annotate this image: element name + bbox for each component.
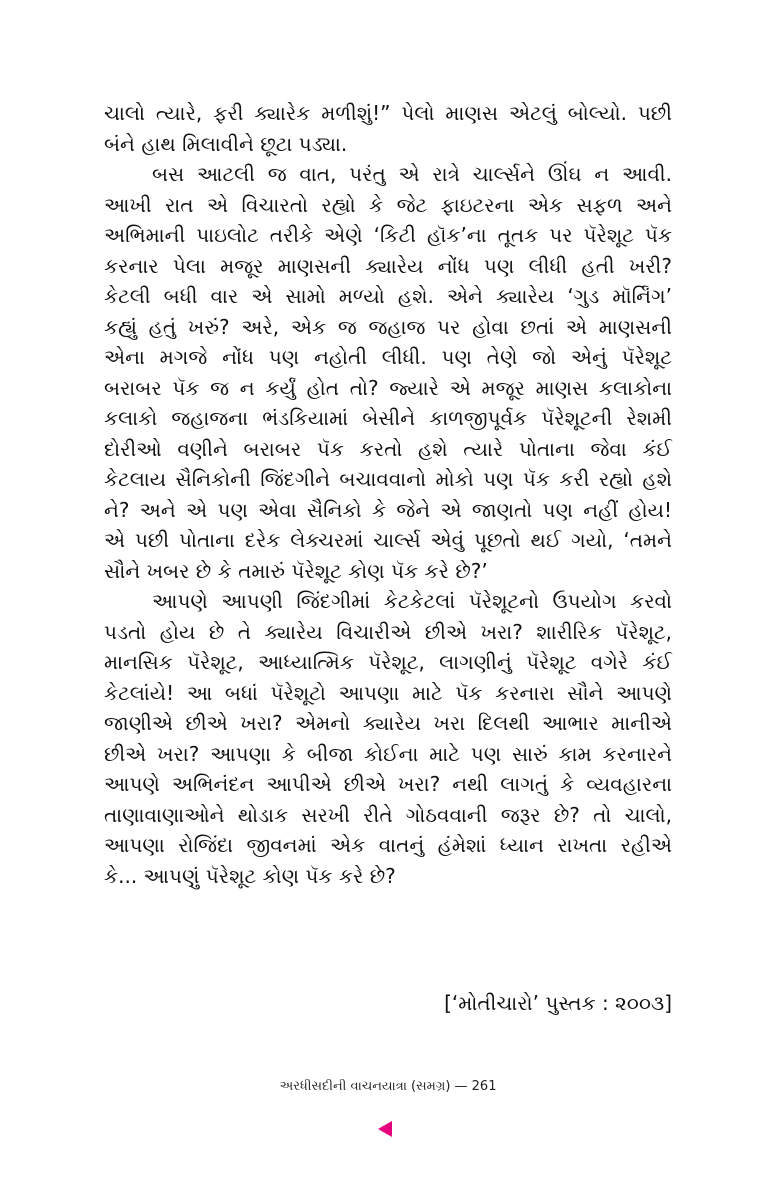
text-line: અભિમાની પાઇલોટ તરીકે એણે ‘કિટી હૉક’ના તૂતક પર પૅરેશૂટ પૅક	[104, 223, 672, 247]
text-line: કહ્યું હતું ખરું? અરે, એક જ જહાજ પર હોવા છતાં એ માણસની	[104, 314, 672, 339]
text-line: કરનાર પેલા મજૂર માણસની ક્યારેય નોંધ પણ લીધી હતી ખરી?	[104, 253, 672, 278]
text-line: કેટલાય સૈનિકોની જિંદગીને બચાવવાનો મોકો પણ પૅક કરી રહ્યો હશે	[104, 467, 672, 491]
text-line: તાણાવાણાઓને થોડાક સરખી રીતે ગોઠવવાની જરૂર છે? તો ચાલો,	[104, 802, 672, 827]
text-line: આખી રાત એ વિચારતો રહ્યો કે જેટ ફાઇટરના એક સફળ અને	[104, 192, 672, 217]
page-footer: અરધીસદીની વાચનયાત્રા (સમગ્ર) — 261	[279, 1079, 497, 1094]
text-line: આપણે અભિનંદન આપીએ છીએ ખરા? નથી લાગતું કે વ્યવહારના	[104, 772, 672, 796]
text-line: ચાલો ત્યારે, ફરી ક્યારેક મળીશું!” પેલો માણસ એટલું બોલ્યો. પછી	[104, 101, 672, 125]
paragraph	[104, 586, 672, 891]
text-line: દોરીઓ વણીને બરાબર પૅક કરતો હશે ત્યારે પોતાના જેવા કંઈ	[104, 436, 672, 461]
text-line: બસ આટલી જ વાત, પરંતુ એ રાત્રે ચાર્લ્સને ઊંઘ ન આવી.	[152, 162, 672, 186]
text-line: કલાકો જહાજના ભંડકિયામાં બેસીને કાળજીપૂર્વક પૅરેશૂટની રેશમી	[104, 406, 672, 430]
text-line: બરાબર પૅક જ ન કર્યું હોત તો? જ્યારે એ મજૂર માણસ કલાકોના	[104, 375, 672, 400]
text-line: આપણે આપણી જિંદગીમાં કેટકેટલાં પૅરેશૂટનો ઉપયોગ કરવો	[152, 589, 672, 613]
source-citation: [‘મોતીચારો’ પુસ્તક : ૨૦૦૩]	[444, 991, 672, 1015]
text-line: ને? અને એ પણ એવા સૈનિકો કે જેને એ જાણતો પણ નહીં હોય!	[104, 497, 672, 522]
text-line: છીએ ખરા? આપણા કે બીજા કોઈના માટે પણ સારું કામ કરનારને	[104, 741, 672, 766]
previous-page-icon[interactable]	[378, 1121, 392, 1137]
text-line: કેટલી બધી વાર એ સામો મળ્યો હશે. એને ક્યારેય ‘ગુડ મૉર્નિંગ’	[104, 284, 672, 308]
text-line: સૌને ખબર છે કે તમારું પૅરેશૂટ કોણ પૅક કરે છે?’	[104, 558, 488, 583]
text-line: એ પછી પોતાના દરેક લેક્ચરમાં ચાર્લ્સ એવું પૂછતો થઈ ગયો, ‘તમને	[104, 528, 672, 552]
text-line: જાણીએ છીએ ખરા? એમનો ક્યારેય ખરા દિલથી આભાર માનીએ	[104, 711, 672, 735]
text-line: એના મગજે નોંધ પણ નહોતી લીધી. પણ તેણે જો એનું પૅરેશૂટ	[104, 345, 672, 369]
text-line: કેટલાંયે! આ બધાં પૅરેશૂટો આપણા માટે પૅક કરનારા સૌને આપણે	[104, 680, 672, 705]
paragraph	[104, 98, 672, 159]
text-line: આપણા રોજિંદા જીવનમાં એક વાતનું હંમેશાં ધ્યાન રાખતા રહીએ	[104, 833, 672, 857]
text-line: પડતો હોય છે તે ક્યારેય વિચારીએ છીએ ખરા? શારીરિક પૅરેશૂટ,	[104, 619, 672, 644]
text-line: માનસિક પૅરેશૂટ, આધ્યાત્મિક પૅરેશૂટ, લાગણીનું પૅરેશૂટ વગેરે કંઈ	[104, 650, 672, 674]
paragraph	[104, 159, 672, 586]
body-text	[104, 98, 672, 891]
text-line: બંને હાથ મિલાવીને છૂટા પડ્યા.	[104, 131, 348, 156]
text-line: કે... આપણું પૅરેશૂટ કોણ પૅક કરે છે?	[104, 863, 396, 888]
